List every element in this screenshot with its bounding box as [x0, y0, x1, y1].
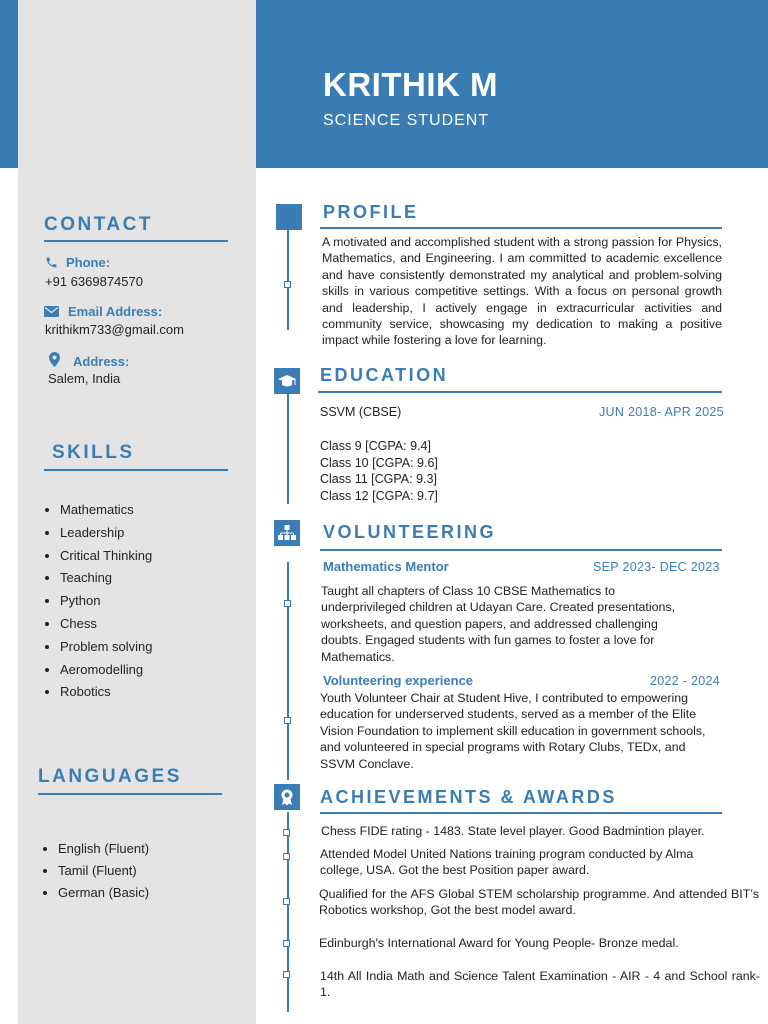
timeline-node: [284, 717, 291, 724]
timeline-node: [283, 940, 290, 947]
phone-value: +91 6369874570: [45, 274, 143, 289]
achievement-item: Qualified for the AFS Global STEM scholarship programme. And attended BIT’s Robotics workshop, Got the best model award.: [319, 887, 759, 918]
volunteering-rule: [320, 549, 722, 551]
timeline-node: [283, 971, 290, 978]
phone-icon: [45, 256, 58, 269]
address-value: Salem, India: [48, 371, 121, 386]
list-item: • Teaching: [60, 567, 153, 590]
education-dates: JUN 2018- APR 2025: [599, 405, 724, 419]
list-item: • Robotics: [60, 681, 153, 704]
list-item: • German (Basic): [58, 882, 149, 904]
header-left-strip: [0, 0, 18, 168]
timeline-node: [283, 829, 290, 836]
timeline-node: [283, 898, 290, 905]
achievements-heading: ACHIEVEMENTS & AWARDS: [320, 787, 617, 807]
skills-list: [44, 499, 153, 704]
mentor-dates: SEP 2023- DEC 2023: [593, 560, 720, 574]
volunteer-experience-dates: 2022 - 2024: [650, 674, 721, 688]
list-item: • Mathematics: [60, 499, 153, 522]
volunteer-experience-description: Youth Volunteer Chair at Student Hive, I contributed to empowering education for underserved students, served as a member of the Elite Vision Foundation to implement skill education in government schools, and volunteered in special programs with Rotary Clubs, TEDx, and SSVM Conclave.: [320, 691, 706, 771]
contact-rule: [44, 240, 228, 242]
volunteering-timeline: [287, 562, 289, 780]
list-item: • Chess: [60, 613, 153, 636]
contact-heading: CONTACT: [44, 214, 153, 235]
skills-heading: SKILLS: [52, 442, 135, 463]
timeline-node: [284, 222, 292, 230]
achievement-item: Chess FIDE rating - 1483. State level player. Good Badmintion player.: [321, 824, 705, 838]
award-badge-icon: [274, 784, 300, 810]
list-item: • English (Fluent): [58, 838, 149, 860]
languages-rule: [38, 793, 222, 795]
volunteering-heading: VOLUNTEERING: [323, 522, 497, 542]
profile-text: A motivated and accomplished student with a strong passion for Physics, Mathematics, and Engineering. I am committed to academic excellence and have consistently demonstrated my analytical and problem-solving skills in various competitive settings. With a focus on personal growth and leadership, I actively engage in extracurricular activities and community service, showcasing my dedication to making a positive impact while fostering a love for learning.: [322, 235, 722, 348]
candidate-role: SCIENCE STUDENT: [323, 112, 490, 129]
list-item: Class 11 [CGPA: 9.3]: [320, 472, 437, 486]
timeline-node: [283, 853, 290, 860]
list-item: • Python: [60, 590, 153, 613]
volunteer-experience-title: Volunteering experience: [323, 673, 474, 688]
profile-heading: PROFILE: [323, 202, 419, 222]
languages-list: [42, 838, 149, 904]
education-rule: [318, 391, 722, 393]
graduation-cap-icon: [274, 368, 300, 394]
phone-label: Phone:: [66, 255, 111, 270]
email-value[interactable]: krithikm733@gmail.com: [45, 322, 184, 337]
profile-timeline: [287, 226, 289, 330]
education-heading: EDUCATION: [320, 365, 449, 385]
languages-heading: LANGUAGES: [38, 766, 182, 787]
list-item: Class 10 [CGPA: 9.6]: [320, 455, 438, 470]
achievements-timeline: [287, 812, 289, 1012]
list-item: • Leadership: [60, 522, 153, 545]
timeline-node: [284, 281, 291, 288]
people-network-icon: [274, 520, 300, 546]
achievement-item: Edinburgh's International Award for Young People- Bronze medal.: [319, 936, 679, 950]
education-icon-box: [274, 368, 300, 394]
mentor-title: Mathematics Mentor: [323, 559, 449, 574]
achievements-icon-box: [274, 784, 300, 810]
address-label: Address:: [73, 354, 130, 369]
profile-rule: [320, 227, 722, 229]
map-pin-icon: [49, 352, 60, 367]
list-item: • Aeromodelling: [60, 659, 153, 682]
achievement-item: 14th All India Math and Science Talent Examination - AIR - 4 and School rank- 1.: [320, 969, 760, 1000]
achievement-item: Attended Model United Nations training program conducted by Alma college, USA. Got the best Position paper award.: [320, 847, 694, 878]
education-timeline: [287, 394, 289, 504]
list-item: Class 9 [CGPA: 9.4]: [320, 439, 431, 453]
grades-list: [320, 438, 438, 504]
skills-rule: [44, 469, 228, 471]
list-item: • Tamil (Fluent): [58, 860, 149, 882]
list-item: • Problem solving: [60, 636, 153, 659]
mentor-description: Taught all chapters of Class 10 CBSE Mathematics to underprivileged children at Udayan Care. Created presentations, worksheets, and question papers, and addressed challenging doubts. Engaged students with fun games to foster a love for Mathematics.: [321, 584, 676, 664]
achievements-rule: [320, 812, 722, 814]
candidate-name: KRITHIK M: [323, 66, 498, 103]
email-label: Email Address:: [68, 304, 163, 319]
school-name: SSVM (CBSE): [320, 405, 402, 419]
timeline-node: [284, 600, 291, 607]
list-item: • Critical Thinking: [60, 545, 153, 568]
envelope-icon: [44, 306, 59, 317]
volunteering-icon-box: [274, 520, 300, 546]
list-item: Class 12 [CGPA: 9.7]: [320, 488, 438, 503]
